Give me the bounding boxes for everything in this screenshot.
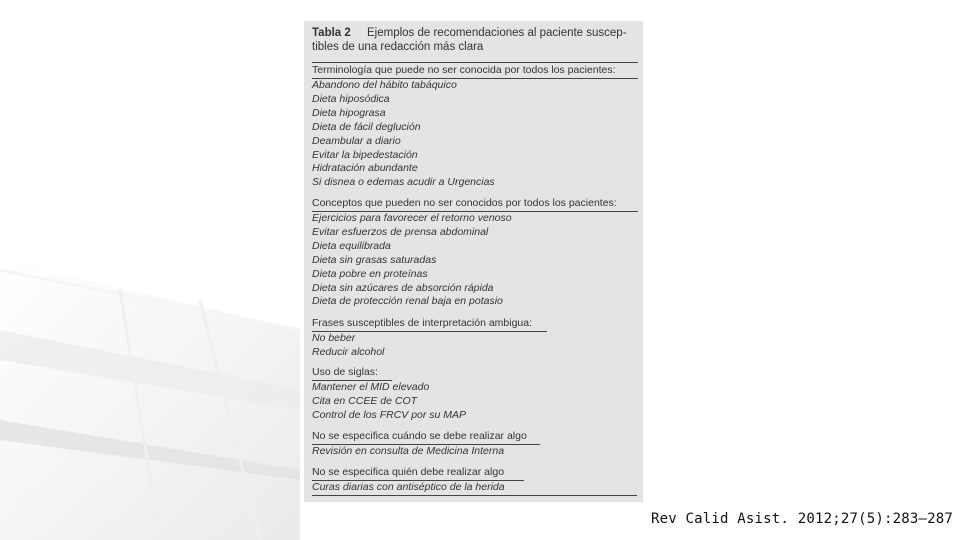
section-heading: Frases susceptibles de interpretación ambigua:: [312, 317, 547, 332]
list-item: Deambular a diario: [312, 134, 401, 147]
table-bottom-rule: [312, 495, 637, 496]
list-item: Dieta equilibrada: [312, 239, 391, 252]
list-item: Dieta de fácil deglución: [312, 120, 421, 133]
section-when-unspecified: [312, 430, 638, 459]
list-item: Dieta pobre en proteínas: [312, 267, 428, 280]
list-item: No beber: [312, 332, 356, 344]
list-item: Dieta sin grasas saturadas: [312, 253, 437, 266]
list-item: Dieta sin azúcares de absorción rápida: [312, 281, 494, 294]
list-item: Mantener el MID elevado: [312, 381, 430, 393]
section-concepts: [312, 197, 638, 309]
table-title-line-2: tibles de una redacción más clara: [312, 41, 484, 53]
list-item: Curas diarias con antiséptico de la herida: [312, 481, 505, 493]
list-item: Reducir alcohol: [312, 345, 385, 358]
list-item: Evitar esfuerzos de prensa abdominal: [312, 225, 489, 238]
list-item: Evitar la bipedestación: [312, 148, 418, 161]
list-item: Revisión en consulta de Medicina Interna: [312, 445, 505, 457]
table-label: Tabla 2: [312, 27, 351, 39]
list-item: Abandono del hábito tabáquico: [312, 79, 457, 91]
section-who-unspecified: [312, 466, 638, 495]
section-heading: Terminología que puede no ser conocida por todos los pacientes:: [312, 62, 638, 79]
list-item: Cita en CCEE de COT: [312, 394, 418, 407]
section-heading: Conceptos que pueden no ser conocidos por todos los pacientes:: [312, 197, 638, 212]
table-image: [304, 21, 643, 502]
list-item: Dieta hipograsa: [312, 106, 386, 119]
section-terminology: [312, 62, 638, 190]
list-item: Ejercicios para favorecer el retorno venoso: [312, 212, 512, 224]
list-item: Dieta hiposódica: [312, 92, 390, 105]
table-title-line-1: Ejemplos de recomendaciones al paciente suscep-: [367, 27, 627, 39]
section-heading: No se especifica quién debe realizar algo: [312, 466, 524, 481]
section-heading: No se especifica cuándo se debe realizar algo: [312, 430, 540, 445]
list-item: Si disnea o edemas acudir a Urgencias: [312, 176, 495, 189]
section-acronyms: [312, 366, 638, 423]
section-heading: Uso de siglas:: [312, 366, 392, 381]
citation: Rev Calid Asist. 2012;27(5):283—287: [651, 511, 954, 527]
table-caption: [312, 26, 637, 54]
caption-line-1: [312, 26, 637, 40]
list-item: Hidratación abundante: [312, 162, 418, 175]
section-ambiguous-phrases: [312, 317, 638, 360]
list-item: Control de los FRCV por su MAP: [312, 408, 467, 421]
list-item: Dieta de protección renal baja en potasio: [312, 295, 503, 308]
